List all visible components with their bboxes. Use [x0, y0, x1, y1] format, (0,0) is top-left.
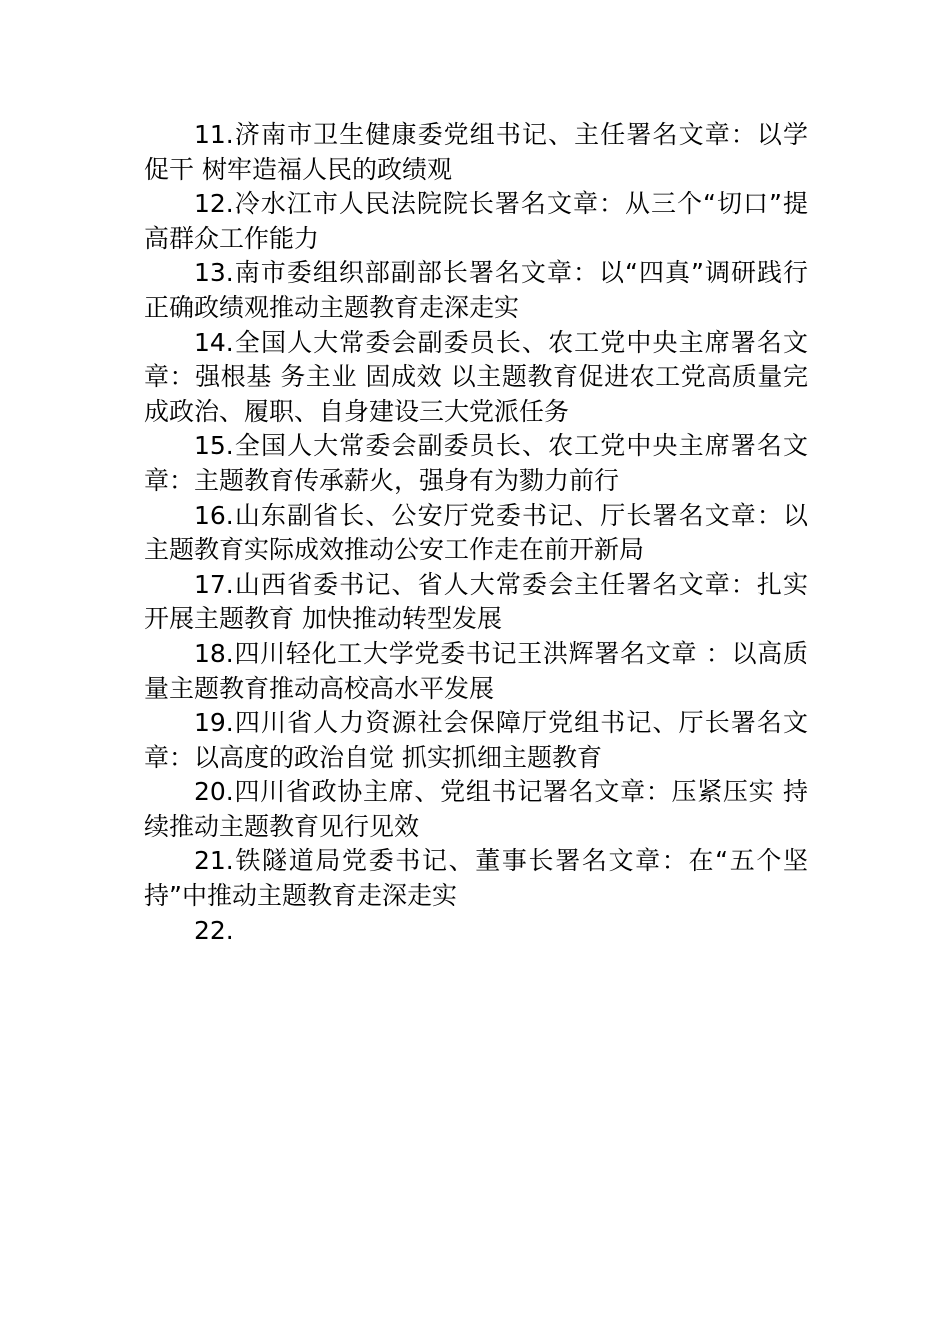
list-item: 19.四川省人力资源社会保障厅党组书记、厅长署名文章：以高度的政治自觉 抓实抓细主题教育	[144, 708, 808, 772]
list-item: 16.山东副省长、公安厅党委书记、厅长署名文章：以主题教育实际成效推动公安工作走在前开新局	[144, 500, 808, 565]
list-item: 22.	[194, 915, 234, 945]
list-item: 14.全国人大常委会副委员长、农工党中央主席署名文章：强根基 务主业 固成效 以主题教育促进农工党高质量完成政治、履职、自身建设三大党派任务	[144, 327, 808, 426]
list-item: 13.南市委组织部副部长署名文章：以“四真”调研践行正确政绩观推动主题教育走深走实	[144, 258, 808, 322]
list-item: 21.铁隧道局党委书记、董事长署名文章：在“五个坚持”中推动主题教育走深走实	[144, 846, 808, 911]
article-list	[144, 118, 808, 948]
list-item: 20.四川省政协主席、党组书记署名文章：压紧压实 持续推动主题教育见行见效	[144, 777, 808, 841]
list-item: 15.全国人大常委会副委员长、农工党中央主席署名文章：主题教育传承薪火，强身有为勠力前行	[144, 431, 808, 495]
list-item: 11.济南市卫生健康委党组书记、主任署名文章：以学促干 树牢造福人民的政绩观	[144, 120, 808, 184]
list-item: 18.四川轻化工大学党委书记王洪辉署名文章 ：以高质量主题教育推动高校高水平发展	[144, 638, 808, 703]
list-item: 12.冷水江市人民法院院长署名文章：从三个“切口”提高群众工作能力	[144, 189, 808, 253]
list-item: 17.山西省委书记、省人大常委会主任署名文章：扎实开展主题教育 加快推动转型发展	[144, 569, 808, 634]
